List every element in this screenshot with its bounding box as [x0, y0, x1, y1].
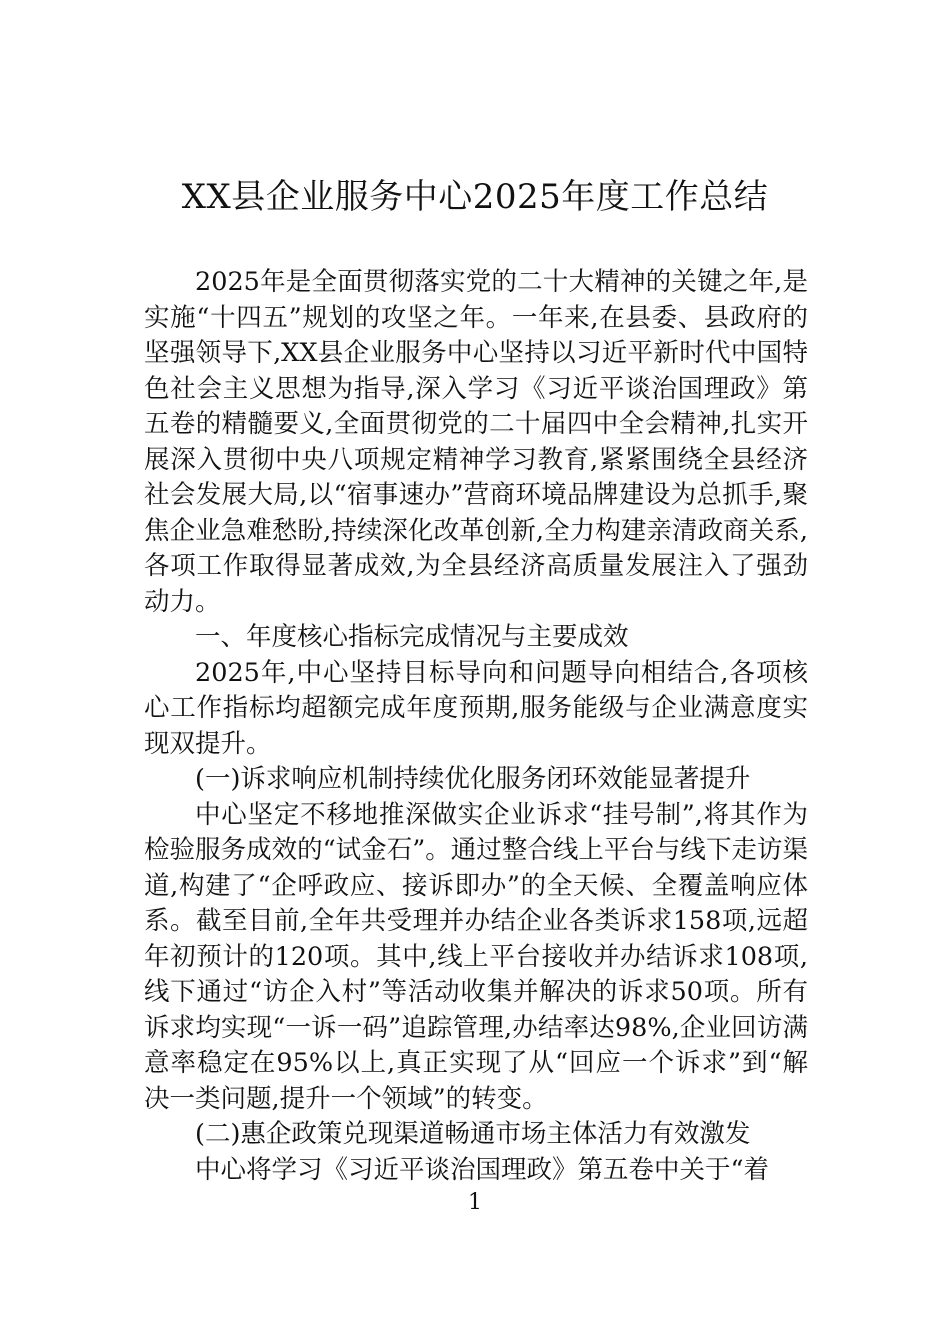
- document-body: [144, 265, 808, 1188]
- page-number: 1: [468, 1190, 482, 1215]
- section-heading-1: 一、年度核心指标完成情况与主要成效: [195, 622, 629, 652]
- intro-paragraph: 2025年是全面贯彻落实党的二十大精神的关键之年,是实施“十四五”规划的攻坚之年。一年来,在县委、县政府的坚强领导下,XX县企业服务中心坚持以习近平新时代中国特色社会主义思想为指导,深入学习《习近平谈治国理政》第五卷的精髓要义,全面贯彻党的二十届四中全会精神,扎实开展深入贯彻中央八项规定精神学习教育,紧紧围绕全县经济社会发展大局,以“宿事速办”营商环境品牌建设为总抓手,聚焦企业急难愁盼,持续深化改革创新,全力构建亲清政商关系,各项工作取得显著成效,为全县经济高质量发展注入了强劲动力。: [144, 267, 808, 617]
- subsection-heading-2: (二)惠企政策兑现渠道畅通市场主体活力有效激发: [195, 1119, 751, 1149]
- subsection-2-paragraph: 中心将学习《习近平谈治国理政》第五卷中关于“着: [195, 1154, 770, 1185]
- subsection-heading-1: (一)诉求响应机制持续优化服务闭环效能显著提升: [195, 764, 751, 794]
- document-title: XX县企业服务中心2025年度工作总结: [181, 177, 769, 217]
- section-1-paragraph: 2025年,中心坚持目标导向和问题导向相结合,各项核心工作指标均超额完成年度预期,服务能级与企业满意度实现双提升。: [144, 657, 808, 759]
- subsection-1-paragraph: 中心坚定不移地推深做实企业诉求“挂号制”,将其作为检验服务成效的“试金石”。通过整合线上平台与线下走访渠道,构建了“企呼政应、接诉即办”的全天候、全覆盖响应体系。截至目前,全年共受理并办结企业各类诉求158项,远超年初预计的120项。其中,线上平台接收并办结诉求108项,线下通过“访企入村”等活动收集并解决的诉求50项。所有诉求均实现“一诉一码”追踪管理,办结率达98%,企业回访满意率稳定在95%以上,真正实现了从“回应一个诉求”到“解决一类问题,提升一个领域”的转变。: [144, 799, 808, 1114]
